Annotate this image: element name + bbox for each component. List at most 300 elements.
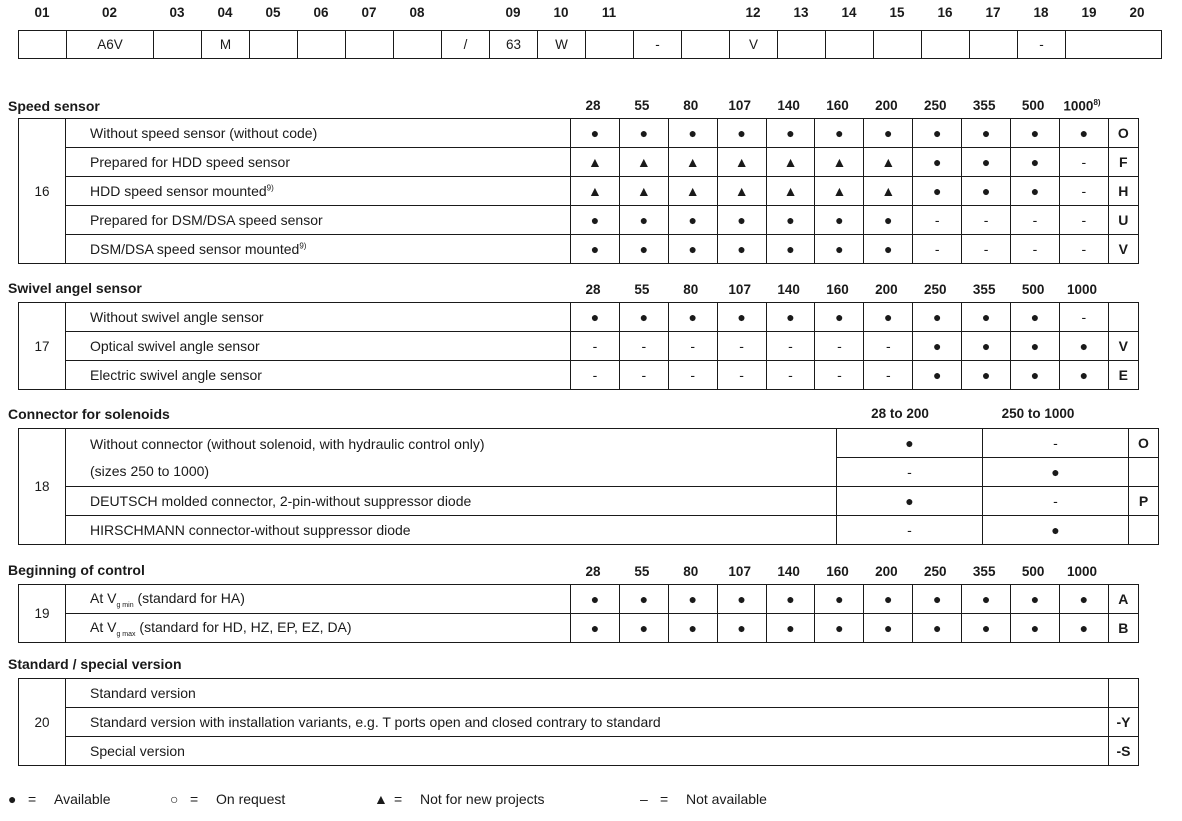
code-box: - [633, 30, 682, 59]
swivel-size-label: 55 [634, 282, 650, 297]
speed-availability-cell: ▲ [766, 177, 815, 206]
code-box [153, 30, 202, 59]
code-box [921, 30, 970, 59]
swivel-availability-cell: ● [1011, 303, 1060, 332]
code-box: V [729, 30, 778, 59]
speed-availability-cell: ● [913, 119, 962, 148]
speed-row [19, 148, 1139, 177]
swivel-row-label: Electric swivel angle sensor [66, 361, 571, 390]
legend-item-not-for-new-projects [374, 791, 545, 807]
legend-symbol: ● [8, 791, 17, 807]
control-size-label: 250 [924, 564, 947, 579]
control-size-label: 500 [1021, 564, 1045, 579]
speed-size-250 [912, 98, 958, 113]
code-box: A6V [66, 30, 154, 59]
swivel-availability-cell: - [1059, 303, 1108, 332]
speed-availability-cell: ● [766, 206, 815, 235]
connector-availability-cell: ● [983, 458, 1129, 487]
code-position-11: 11 [601, 5, 617, 20]
swivel-availability-cell: ● [717, 303, 766, 332]
swivel-size-200 [863, 282, 909, 297]
speed-size-label: 28 [585, 98, 601, 113]
version-row [19, 737, 1139, 766]
speed-row-label: Prepared for HDD speed sensor [66, 148, 571, 177]
swivel-size-28 [570, 282, 616, 297]
swivel-availability-cell: ● [962, 332, 1011, 361]
code-box [393, 30, 442, 59]
control-availability-cell: ● [717, 614, 766, 643]
swivel-order-code: E [1108, 361, 1138, 390]
footnote-marker: 9) [299, 241, 307, 251]
speed-size-label: 250 [924, 98, 947, 113]
swivel-size-250 [912, 282, 958, 297]
speed-availability-cell: - [1011, 235, 1060, 264]
code-position-04: 04 [217, 5, 233, 20]
control-availability-cell: ● [864, 614, 913, 643]
speed-availability-cell: ▲ [864, 177, 913, 206]
swivel-availability-cell: ● [913, 303, 962, 332]
speed-availability-cell: ● [571, 235, 620, 264]
swivel-size-label: 500 [1021, 282, 1045, 297]
swivel-availability-cell: - [766, 361, 815, 390]
speed-row-label: DSM/DSA speed sensor mounted$^{9)}$ [66, 235, 571, 264]
legend-equals: = [394, 791, 403, 807]
control-availability-cell: ● [1011, 614, 1060, 643]
control-availability-cell: ● [717, 585, 766, 614]
version-order-code: -S [1109, 737, 1139, 766]
swivel-size-107 [717, 282, 763, 297]
speed-availability-cell: ▲ [571, 177, 620, 206]
swivel-size-label: 250 [924, 282, 947, 297]
speed-size-label: 1000 [1063, 98, 1094, 114]
speed-availability-cell: ● [717, 235, 766, 264]
swivel-availability-cell: - [619, 361, 668, 390]
connector-row [19, 516, 1159, 545]
speed-availability-cell: ● [962, 119, 1011, 148]
speed-availability-cell: ● [864, 119, 913, 148]
swivel-availability-cell: ● [1011, 361, 1060, 390]
legend-text: Not for new projects [420, 791, 545, 807]
code-position-15: 15 [889, 5, 905, 20]
control-availability-cell: ● [962, 614, 1011, 643]
legend-symbol: ○ [170, 791, 179, 807]
control-availability-cell: ● [619, 585, 668, 614]
code-position-05: 05 [265, 5, 281, 20]
legend-equals: = [28, 791, 37, 807]
speed-availability-cell: ● [619, 119, 668, 148]
swivel-availability-cell: - [717, 332, 766, 361]
speed-availability-cell: - [913, 235, 962, 264]
code-position-20: 20 [1129, 5, 1145, 20]
swivel-size-355 [961, 282, 1007, 297]
speed-availability-cell: ▲ [815, 177, 864, 206]
swivel-availability-cell: ● [619, 303, 668, 332]
swivel-availability-cell: ● [815, 303, 864, 332]
speed-availability-cell: ● [571, 206, 620, 235]
connector-availability-cell: - [837, 458, 983, 487]
legend-text: Available [54, 791, 111, 807]
connector-row-label [66, 429, 837, 487]
swivel-sensor-title: Swivel angel sensor [8, 280, 142, 296]
speed-availability-cell: ▲ [864, 148, 913, 177]
swivel-availability-cell: ● [864, 303, 913, 332]
speed-row-label: Without speed sensor (without code) [66, 119, 571, 148]
swivel-availability-cell: ● [668, 303, 717, 332]
control-availability-cell: ● [864, 585, 913, 614]
swivel-availability-cell: ● [571, 303, 620, 332]
footnote-marker: 9) [266, 183, 274, 193]
swivel-size-140 [766, 282, 812, 297]
swivel-size-500 [1010, 282, 1056, 297]
speed-availability-cell: ● [962, 148, 1011, 177]
code-box [297, 30, 346, 59]
swivel-row [19, 361, 1139, 390]
swivel-size-label: 107 [728, 282, 751, 297]
connector-range-2: 250 to 1000 [1001, 406, 1075, 421]
connector-order-code: P [1129, 487, 1159, 516]
speed-size-200 [863, 98, 909, 113]
control-size-label: 200 [875, 564, 898, 579]
speed-sensor-table [18, 118, 1139, 264]
speed-order-code: H [1108, 177, 1138, 206]
control-size-label: 1000 [1066, 564, 1098, 579]
control-size-140 [766, 564, 812, 579]
speed-availability-cell: ● [1011, 119, 1060, 148]
speed-availability-cell: ● [668, 235, 717, 264]
control-availability-cell: ● [571, 614, 620, 643]
speed-size-label: 355 [972, 98, 996, 113]
swivel-availability-cell: ● [962, 361, 1011, 390]
legend-item-not-available [640, 791, 767, 807]
code-box [1065, 30, 1162, 59]
version-order-code: -Y [1109, 708, 1139, 737]
speed-availability-cell: ▲ [619, 177, 668, 206]
connector-order-code: O [1129, 429, 1159, 458]
swivel-availability-cell: - [668, 361, 717, 390]
speed-size-label: 200 [875, 98, 898, 113]
speed-availability-cell: ● [864, 235, 913, 264]
code-position-18: 18 [1033, 5, 1049, 20]
speed-availability-cell: ● [717, 119, 766, 148]
swivel-availability-cell: ● [1059, 332, 1108, 361]
code-position-02: 02 [101, 5, 118, 20]
legend-text: Not available [686, 791, 767, 807]
control-availability-cell: ● [766, 614, 815, 643]
version-table [18, 678, 1139, 766]
speed-row [19, 119, 1139, 148]
swivel-availability-cell: ● [1011, 332, 1060, 361]
speed-size-1000 [1059, 98, 1105, 114]
speed-size-140 [766, 98, 812, 113]
control-availability-cell: ● [1059, 585, 1108, 614]
speed-row-number: 16 [19, 119, 66, 264]
code-box: / [441, 30, 490, 59]
speed-availability-cell: ▲ [717, 177, 766, 206]
speed-availability-cell: ● [913, 177, 962, 206]
code-position-12: 12 [745, 5, 761, 20]
control-availability-cell: ● [766, 585, 815, 614]
control-row [19, 614, 1139, 643]
speed-order-code: U [1108, 206, 1138, 235]
swivel-availability-cell: ● [962, 303, 1011, 332]
swivel-size-label: 160 [826, 282, 849, 297]
code-box [18, 30, 67, 59]
code-position-07: 07 [361, 5, 377, 20]
speed-availability-cell: ▲ [619, 148, 668, 177]
connector-title: Connector for solenoids [8, 406, 170, 422]
control-row-number: 19 [19, 585, 66, 643]
connector-row-number: 18 [19, 429, 66, 545]
speed-availability-cell: ● [864, 206, 913, 235]
code-box [969, 30, 1018, 59]
swivel-size-55 [619, 282, 665, 297]
version-row-label: Standard version [66, 679, 1109, 708]
speed-availability-cell: ● [619, 206, 668, 235]
legend-equals: = [190, 791, 199, 807]
swivel-availability-cell: - [864, 361, 913, 390]
version-title: Standard / special version [8, 656, 182, 672]
code-box [777, 30, 826, 59]
code-position-13: 13 [793, 5, 809, 20]
swivel-availability-cell: ● [913, 361, 962, 390]
swivel-availability-cell: - [815, 332, 864, 361]
speed-availability-cell: - [962, 235, 1011, 264]
control-size-160 [815, 564, 861, 579]
code-position-06: 06 [313, 5, 329, 20]
control-size-355 [961, 564, 1007, 579]
legend-symbol: – [640, 791, 648, 807]
control-availability-cell: ● [668, 614, 717, 643]
control-availability-cell: ● [913, 585, 962, 614]
legend-item-available [8, 791, 111, 807]
version-order-code [1109, 679, 1139, 708]
control-size-80 [668, 564, 714, 579]
speed-availability-cell: ▲ [668, 177, 717, 206]
swivel-row [19, 332, 1139, 361]
control-size-label: 28 [585, 564, 601, 579]
control-size-label: 355 [972, 564, 996, 579]
control-availability-cell: ● [571, 585, 620, 614]
speed-availability-cell: - [913, 206, 962, 235]
code-position-09: 09 [505, 5, 521, 20]
control-size-28 [570, 564, 616, 579]
code-box [345, 30, 394, 59]
code-position-16: 16 [937, 5, 953, 20]
v-subscript: g min [116, 601, 134, 609]
swivel-size-label: 200 [875, 282, 898, 297]
code-box: 63 [489, 30, 538, 59]
swivel-availability-cell: ● [1059, 361, 1108, 390]
swivel-availability-cell: - [571, 332, 620, 361]
control-availability-cell: ● [815, 585, 864, 614]
connector-availability-cell: ● [983, 516, 1129, 545]
swivel-size-80 [668, 282, 714, 297]
speed-availability-cell: ● [717, 206, 766, 235]
swivel-row [19, 303, 1139, 332]
control-size-label: 160 [826, 564, 849, 579]
swivel-availability-cell: - [619, 332, 668, 361]
control-size-250 [912, 564, 958, 579]
swivel-availability-cell: - [571, 361, 620, 390]
speed-availability-cell: ● [668, 119, 717, 148]
speed-row-label: Prepared for DSM/DSA speed sensor [66, 206, 571, 235]
control-availability-cell: ● [962, 585, 1011, 614]
code-position-19: 19 [1081, 5, 1097, 20]
control-availability-cell: ● [1011, 585, 1060, 614]
legend-symbol: ▲ [374, 791, 388, 807]
connector-availability-cell: - [837, 516, 983, 545]
code-position-08: 08 [409, 5, 425, 20]
speed-order-code: F [1108, 148, 1138, 177]
control-size-107 [717, 564, 763, 579]
control-size-55 [619, 564, 665, 579]
speed-row-label: HDD speed sensor mounted$^{9)}$ [66, 177, 571, 206]
speed-size-355 [961, 98, 1007, 113]
control-table [18, 584, 1139, 643]
control-availability-cell: ● [1059, 614, 1108, 643]
swivel-size-label: 355 [972, 282, 996, 297]
connector-label-line: Without connector (without solenoid, with hydraulic control only) [90, 435, 485, 452]
speed-size-label: 80 [683, 98, 699, 113]
speed-availability-cell: ● [1011, 148, 1060, 177]
speed-size-500 [1010, 98, 1056, 113]
swivel-availability-cell: - [815, 361, 864, 390]
swivel-availability-cell: - [766, 332, 815, 361]
speed-availability-cell: - [1011, 206, 1060, 235]
connector-table [18, 428, 1159, 545]
swivel-sensor-table [18, 302, 1139, 390]
control-availability-cell: ● [619, 614, 668, 643]
control-size-1000 [1059, 564, 1105, 579]
speed-availability-cell: - [1059, 206, 1108, 235]
connector-order-code [1129, 458, 1159, 487]
speed-row [19, 177, 1139, 206]
swivel-row-label: Optical swivel angle sensor [66, 332, 571, 361]
speed-availability-cell: ● [815, 206, 864, 235]
control-size-label: 80 [683, 564, 699, 579]
speed-availability-cell: - [1059, 177, 1108, 206]
speed-availability-cell: ▲ [571, 148, 620, 177]
speed-row [19, 206, 1139, 235]
control-order-code: A [1108, 585, 1138, 614]
connector-order-code [1129, 516, 1159, 545]
speed-size-label: 500 [1021, 98, 1045, 113]
code-position-01: 01 [34, 5, 50, 20]
speed-availability-cell: ● [571, 119, 620, 148]
speed-availability-cell: - [1059, 148, 1108, 177]
control-size-200 [863, 564, 909, 579]
swivel-size-label: 80 [683, 282, 699, 297]
speed-size-label: 160 [826, 98, 849, 113]
speed-row [19, 235, 1139, 264]
speed-availability-cell: ● [815, 119, 864, 148]
code-position-10: 10 [553, 5, 569, 20]
speed-availability-cell: ● [913, 148, 962, 177]
speed-size-80 [668, 98, 714, 113]
control-order-code: B [1108, 614, 1138, 643]
speed-size-28 [570, 98, 616, 113]
speed-sensor-title: Speed sensor [8, 98, 100, 114]
version-row-label: Standard version with installation variants, e.g. T ports open and closed contrary to standard [66, 708, 1109, 737]
code-box [249, 30, 298, 59]
connector-availability-cell: ● [837, 487, 983, 516]
code-position-14: 14 [841, 5, 857, 20]
control-row-label: At $V_{g max}$ (standard for HD, HZ, EP, EZ, DA) [66, 614, 571, 643]
v-subscript: g max [116, 630, 136, 638]
speed-size-55 [619, 98, 665, 113]
control-title: Beginning of control [8, 562, 145, 578]
swivel-size-label: 28 [585, 282, 601, 297]
code-position-03: 03 [169, 5, 185, 20]
version-row-number: 20 [19, 679, 66, 766]
control-row [19, 585, 1139, 614]
version-row-label: Special version [66, 737, 1109, 766]
speed-availability-cell: ● [962, 177, 1011, 206]
swivel-row-number: 17 [19, 303, 66, 390]
swivel-availability-cell: - [668, 332, 717, 361]
connector-row-label: HIRSCHMANN connector-without suppressor diode [66, 516, 837, 545]
swivel-availability-cell: - [717, 361, 766, 390]
speed-order-code: V [1108, 235, 1138, 264]
code-box [681, 30, 730, 59]
connector-row-label: DEUTSCH molded connector, 2-pin-without suppressor diode [66, 487, 837, 516]
speed-availability-cell: ● [815, 235, 864, 264]
control-availability-cell: ● [668, 585, 717, 614]
code-box: W [537, 30, 586, 59]
control-availability-cell: ● [913, 614, 962, 643]
speed-availability-cell: ● [766, 119, 815, 148]
code-box: - [1017, 30, 1066, 59]
code-box: M [201, 30, 250, 59]
swivel-size-label: 140 [777, 282, 800, 297]
swivel-order-code: V [1108, 332, 1138, 361]
footnote-marker: 8) [1093, 98, 1101, 107]
control-row-label: At $V_{g min}$ (standard for HA) [66, 585, 571, 614]
swivel-size-160 [815, 282, 861, 297]
speed-availability-cell: ● [1011, 177, 1060, 206]
version-row [19, 679, 1139, 708]
code-box [585, 30, 634, 59]
swivel-row-label: Without swivel angle sensor [66, 303, 571, 332]
speed-availability-cell: ▲ [815, 148, 864, 177]
swivel-availability-cell: ● [913, 332, 962, 361]
legend-item-on-request [170, 791, 285, 807]
connector-row [19, 429, 1159, 458]
speed-order-code: O [1108, 119, 1138, 148]
connector-availability-cell: - [983, 487, 1129, 516]
control-size-500 [1010, 564, 1056, 579]
speed-availability-cell: ▲ [766, 148, 815, 177]
swivel-size-1000 [1059, 282, 1105, 297]
speed-availability-cell: ● [619, 235, 668, 264]
speed-size-160 [815, 98, 861, 113]
swivel-order-code [1108, 303, 1138, 332]
control-size-label: 55 [634, 564, 650, 579]
speed-availability-cell: - [1059, 235, 1108, 264]
speed-size-107 [717, 98, 763, 113]
connector-availability-cell: ● [837, 429, 983, 458]
code-box [825, 30, 874, 59]
speed-availability-cell: - [962, 206, 1011, 235]
speed-availability-cell: ▲ [668, 148, 717, 177]
swivel-availability-cell: - [864, 332, 913, 361]
speed-availability-cell: ● [1059, 119, 1108, 148]
control-size-label: 107 [728, 564, 751, 579]
legend-text: On request [216, 791, 286, 807]
connector-row [19, 487, 1159, 516]
swivel-size-label: 1000 [1066, 282, 1098, 297]
connector-label-line: (sizes 250 to 1000) [90, 462, 210, 479]
